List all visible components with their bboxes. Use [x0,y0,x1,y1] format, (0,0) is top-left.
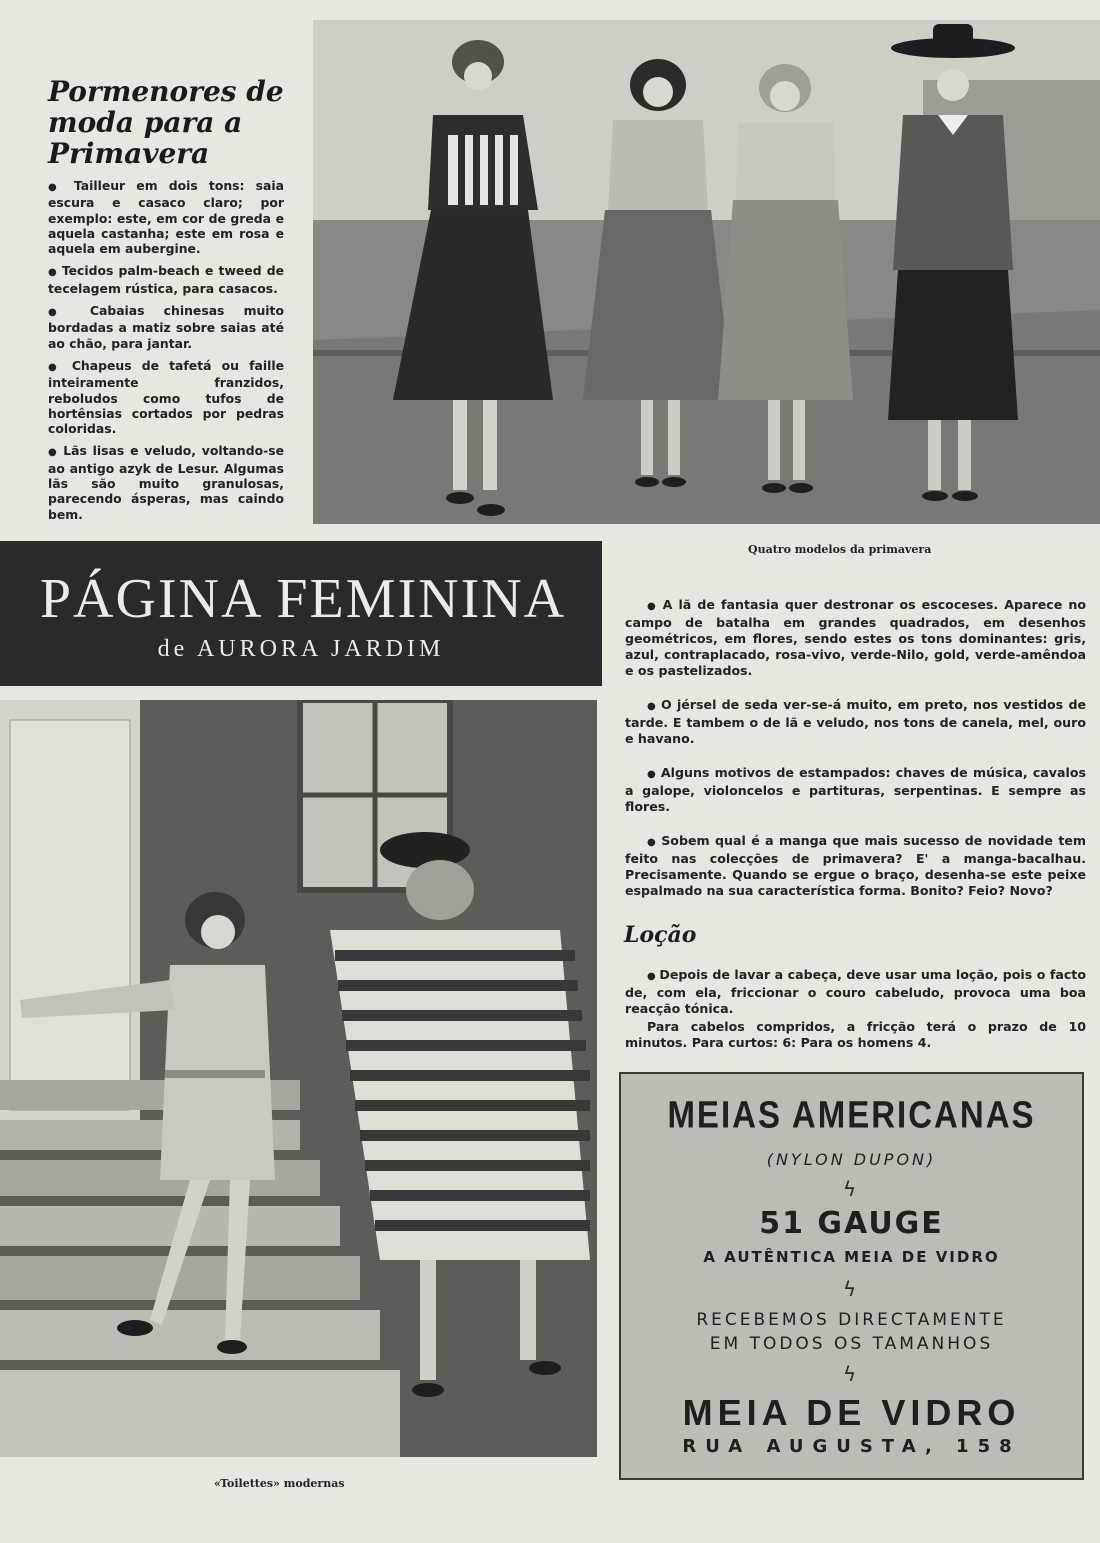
ad-brand: MEIA DE VIDRO [682,1392,1021,1433]
caption-bottom: «Toilettes» modernas [214,1477,345,1490]
four-models-illustration [313,20,1100,524]
locao-heading: Loção [624,922,697,948]
locao-paragraph: ● Depois de lavar a cabeça, deve usar uma loção, pois o facto de, com ela, friccionar o couro cabeludo, provoca uma boa reacção tónica. [625,967,1086,1017]
ad-gauge: 51 GAUGE [759,1206,944,1241]
photo-four-models [313,20,1100,524]
sidebar-title: Pormenores de moda para a Primavera [48,75,284,170]
section-banner [0,541,602,686]
sidebar-item: ● Cabaias chinesas muito bordadas a matiz sobre saias até ao chão, para jantar. [48,303,284,351]
lightning-icon: ϟ [843,1277,857,1301]
ad-tagline: A AUTÊNTICA MEIA DE VIDRO [703,1248,1000,1266]
sidebar-list [48,178,284,529]
article-paragraph: ● Sobem qual é a manga que mais sucesso de novidade tem feito nas colecções de primavera? E' a manga-bacalhau. Precisamente. Quando se ergue o braço, desenha-se este peixe espalmado na sua característica forma. Bonito? Feio? Novo? [625,833,1086,899]
author-byline: de AURORA JARDIM [157,636,445,662]
photo-toilettes [0,700,597,1457]
lightning-icon: ϟ [843,1362,857,1386]
lightning-icon: ϟ [843,1177,857,1201]
article-column [625,597,1086,917]
article-paragraph: ● O jérsel de seda ver-se-á muito, em preto, nos vestidos de tarde. E tambem o de lã e veludo, nos tons de canela, mel, ouro e havano. [625,697,1086,747]
article-paragraph: ● Alguns motivos de estampados: chaves de música, cavalos a galope, violoncelos e partituras, serpentinas. E sempre as flores. [625,765,1086,815]
locao-paragraph: Para cabelos compridos, a fricção terá o prazo de 10 minutos. Para curtos: 6: Para os homens 4. [625,1019,1086,1050]
locao-section [625,967,1086,1053]
ad-line: EM TODOS OS TAMANHOS [709,1334,994,1354]
advertisement-box [619,1072,1084,1480]
toilettes-illustration [0,700,597,1457]
page-title: PÁGINA FEMININA [39,568,567,630]
caption-top: Quatro modelos da primavera [748,543,932,556]
ad-subline: (NYLON DUPON) [766,1150,937,1169]
ad-headline: MEIAS AMERICANAS [667,1093,1036,1136]
sidebar-item: ● Lãs lisas e veludo, voltando-se ao antigo azyk de Lesur. Algumas lãs são muito granulosas, parecendo ásperas, mas caindo bem. [48,443,284,521]
ad-address: RUA AUGUSTA, 158 [682,1436,1021,1457]
sidebar-item: ● Tecidos palm-beach e tweed de tecelagem rústica, para casacos. [48,263,284,296]
ad-line: RECEBEMOS DIRECTAMENTE [696,1310,1007,1330]
article-paragraph: ● A lã de fantasia quer destronar os escoceses. Aparece no campo de batalha em grandes quadrados, em desenhos geométricos, em flores, sendo estes os tons dominantes: gris, azul, contraplacado, rosa-vivo, verde-Nilo, gold, verde-amêndoa e os pastelizados. [625,597,1086,679]
sidebar-item: ● Tailleur em dois tons: saia escura e casaco claro; por exemplo: este, em cor de greda e aquela castanha; este em rosa e aquela em aubergine. [48,178,284,256]
sidebar-item: ● Chapeus de tafetá ou faille inteiramente franzidos, reboludos como tufos de hortênsias cortados por pedras coloridas. [48,358,284,436]
